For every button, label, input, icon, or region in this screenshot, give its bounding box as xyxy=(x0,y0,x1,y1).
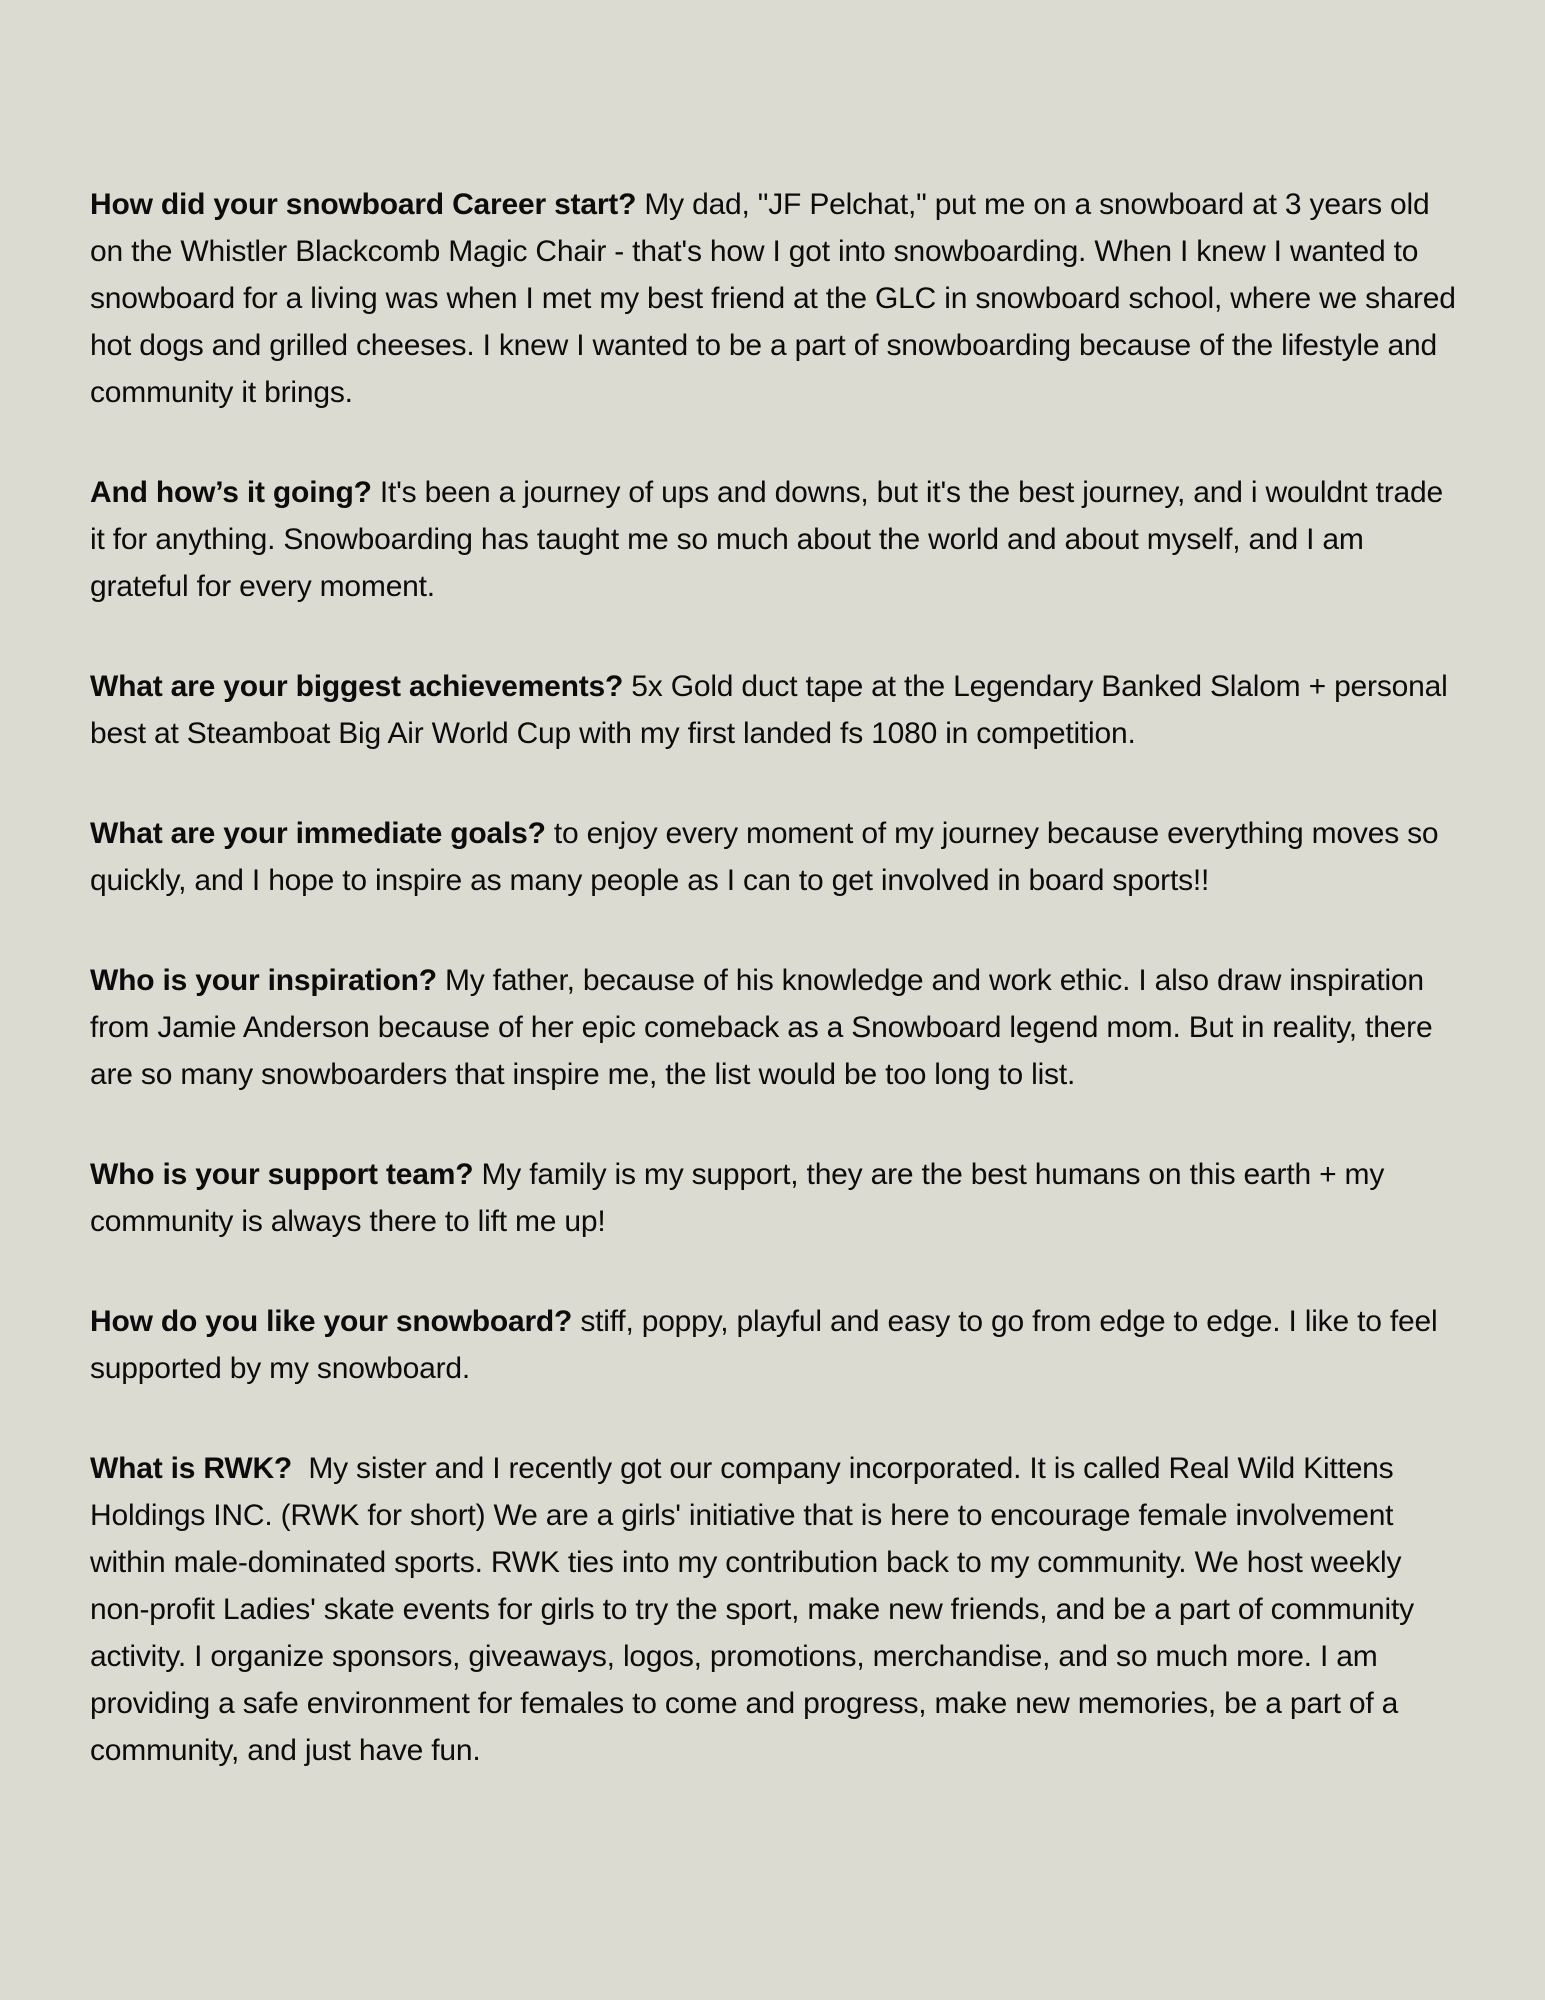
qa-answer: My family is my support, they are the best humans on this earth + my community is always there to lift me up! xyxy=(90,1158,1385,1238)
qa-paragraph xyxy=(90,663,1462,757)
qa-question: What are your immediate goals? xyxy=(90,817,546,850)
qa-paragraph xyxy=(90,181,1462,416)
qa-paragraph xyxy=(90,810,1462,904)
qa-answer: My father, because of his knowledge and work ethic. I also draw inspiration from Jamie Anderson because of her epic comeback as a Snowboard legend mom. But in reality, there are so many snowboarders that inspire me, the list would be too long to list. xyxy=(90,964,1433,1091)
qa-question: How do you like your snowboard? xyxy=(90,1305,573,1338)
qa-answer: 5x Gold duct tape at the Legendary Banked Slalom + personal best at Steamboat Big Air World Cup with my first landed fs 1080 in competition. xyxy=(90,670,1448,750)
qa-answer: My sister and I recently got our company incorporated. It is called Real Wild Kittens Holdings INC. (RWK for short) We are a girls' initiative that is here to encourage female involvement within male-dominated sports. RWK ties into my contribution back to my community. We host weekly non-profit Ladies' skate events for girls to try the sport, make new friends, and be a part of community activity. I organize sponsors, giveaways, logos, promotions, merchandise, and so much more. I am providing a safe environment for females to come and progress, make new memories, be a part of a community, and just have fun. xyxy=(90,1452,1414,1767)
qa-question: And how’s it going? xyxy=(90,476,372,509)
qa-answer: stiff, poppy, playful and easy to go from edge to edge. I like to feel supported by my snowboard. xyxy=(90,1305,1438,1385)
qa-question: What are your biggest achievements? xyxy=(90,670,624,703)
qa-answer: It's been a journey of ups and downs, but it's the best journey, and i wouldnt trade it for anything. Snowboarding has taught me so much about the world and about myself, and I am grateful for every moment. xyxy=(90,476,1443,603)
qa-paragraph xyxy=(90,1151,1462,1245)
qa-paragraph xyxy=(90,469,1462,610)
qa-question: How did your snowboard Career start? xyxy=(90,188,637,221)
qa-paragraph xyxy=(90,1298,1462,1392)
qa-question: What is RWK? xyxy=(90,1452,293,1485)
qa-answer: to enjoy every moment of my journey because everything moves so quickly, and I hope to inspire as many people as I can to get involved in board sports!! xyxy=(90,817,1439,897)
qa-question: Who is your inspiration? xyxy=(90,964,437,997)
qa-question: Who is your support team? xyxy=(90,1158,474,1191)
qa-paragraph xyxy=(90,957,1462,1098)
qa-paragraph xyxy=(90,1445,1462,1774)
qa-answer: My dad, "JF Pelchat," put me on a snowboard at 3 years old on the Whistler Blackcomb Magic Chair - that's how I got into snowboarding. When I knew I wanted to snowboard for a living was when I met my best friend at the GLC in snowboard school, where we shared hot dogs and grilled cheeses. I knew I wanted to be a part of snowboarding because of the lifestyle and community it brings. xyxy=(90,188,1456,409)
